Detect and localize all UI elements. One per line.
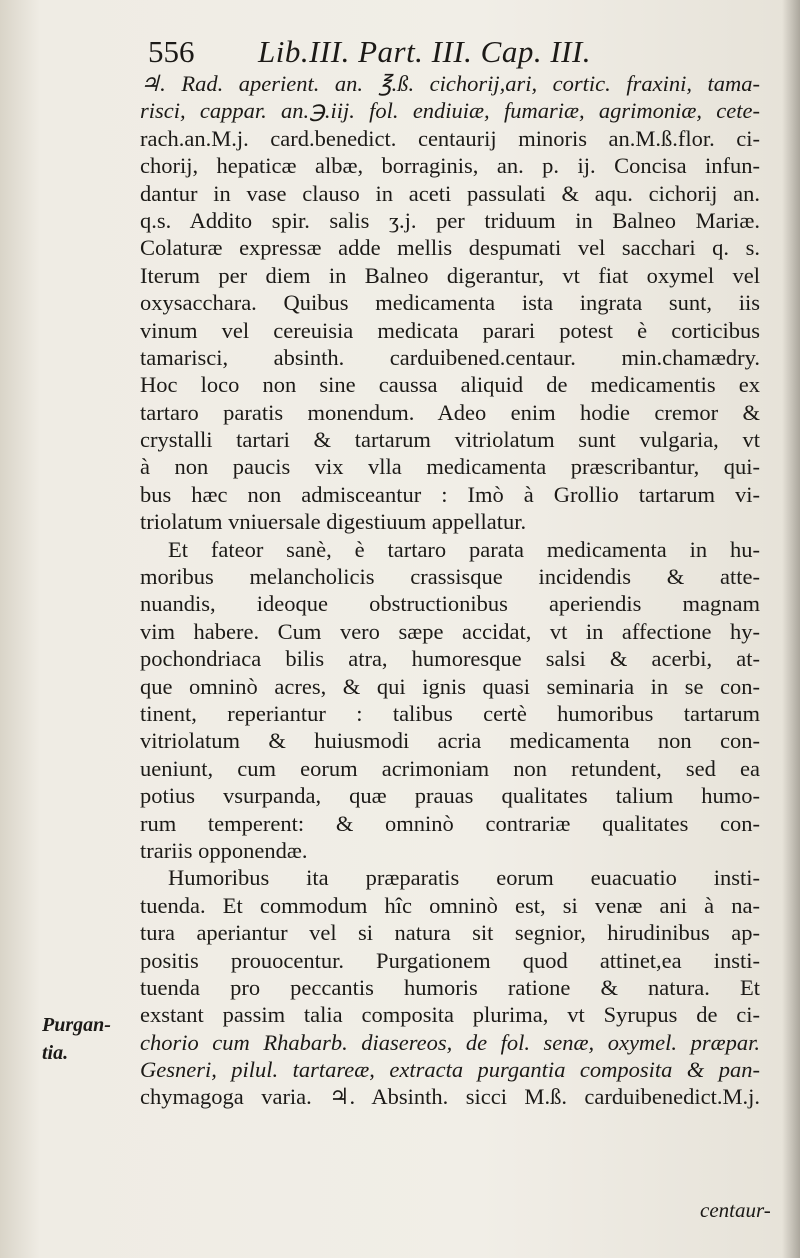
- text-line: chorio cum Rhabarb. diasereos, de fol. senæ, oxymel. præpar.: [140, 1029, 760, 1055]
- catchword: centaur-: [700, 1198, 771, 1222]
- text-line: chorij, hepaticæ albæ, borraginis, an. p. ij. Concisa infun-: [140, 153, 760, 179]
- page-number: 556: [148, 34, 195, 69]
- text-line: Iterum per diem in Balneo digerantur, vt fiat oxymel vel: [140, 262, 760, 288]
- text-line: crystalli tartari & tartarum vitriolatum sunt vulgaria, vt: [140, 427, 760, 453]
- text-line: positis prouocentur. Purgationem quod attinet,ea insti-: [140, 947, 760, 973]
- text-line: pochondriaca bilis atra, humoresque salsi & acerbi, at-: [140, 646, 760, 672]
- text-line: Humoribus ita præparatis eorum euacuatio insti-: [168, 865, 760, 891]
- text-line: ♃. Rad. aperient. an. ℥.ß. cichorij,ari, cortic. fraxini, tama-: [140, 71, 760, 96]
- text-line: que omninò acres, & qui ignis quasi seminaria in se con-: [140, 673, 760, 699]
- page-gutter-shadow: [782, 0, 800, 1258]
- text-line: tinent, reperiantur : talibus certè humoribus tartarum: [140, 700, 760, 726]
- text-line: q.s. Addito spir. salis ʒ.j. per triduum in Balneo Mariæ.: [140, 207, 760, 233]
- text-line: tamarisci, absinth. carduibened.centaur. min.chamædry.: [140, 344, 760, 370]
- text-line: rum temperent: & omninò contrariæ qualitates con-: [140, 810, 760, 836]
- page-header: [148, 34, 748, 74]
- text-line: rach.an.M.j. card.benedict. centaurij minoris an.M.ß.flor. ci-: [140, 125, 760, 151]
- text-line: vinum vel cereuisia medicata parari potest è corticibus: [140, 317, 760, 343]
- text-line: tura aperiantur vel si natura sit segnior, hirudinibus ap-: [140, 920, 760, 946]
- text-line: moribus melancholicis crassisque incidendis & atte-: [140, 564, 760, 590]
- margin-note-line2: tia.: [42, 1042, 69, 1064]
- text-line: trariis opponendæ.: [140, 837, 308, 863]
- text-line: à non paucis vix vlla medicamenta præscribantur, qui-: [140, 454, 760, 480]
- text-line: oxysacchara. Quibus medicamenta ista ingrata sunt, iis: [140, 290, 760, 316]
- text-line: tartaro paratis monendum. Adeo enim hodie cremor &: [140, 399, 760, 425]
- text-line: tuenda. Et commodum hîc omninò est, si venæ ani à na-: [140, 892, 760, 918]
- text-line: Et fateor sanè, è tartaro parata medicamenta in hu-: [168, 536, 760, 562]
- text-line: Gesneri, pilul. tartareæ, extracta purgantia composita & pan-: [140, 1057, 760, 1083]
- text-line: triolatum vniuersale digestiuum appellatur.: [140, 509, 527, 535]
- text-line: Colaturæ expressæ adde mellis despumati vel sacchari q. s.: [140, 235, 760, 261]
- margin-note-line1: Purgan-: [42, 1014, 111, 1036]
- running-title: Lib.III. Part. III. Cap. III.: [258, 34, 592, 69]
- text-line: dantur in vase clauso in aceti passulati & aqu. cichorij an.: [140, 180, 760, 206]
- text-line: exstant passim talia composita plurima, vt Syrupus de ci-: [140, 1002, 760, 1028]
- text-line: vitriolatum & huiusmodi acria medicamenta non con-: [140, 728, 760, 754]
- text-line: bus hæc non admisceantur : Imò à Grollio tartarum vi-: [140, 481, 760, 507]
- text-line: Hoc loco non sine caussa aliquid de medicamentis ex: [140, 372, 760, 398]
- text-line: potius vsurpanda, quæ prauas qualitates talium humo-: [140, 783, 760, 809]
- text-line: risci, cappar. an.℈.iij. fol. endiuiæ, fumariæ, agrimoniæ, cete-: [140, 98, 760, 124]
- text-line: ueniunt, cum eorum acrimoniam non retundent, sed ea: [140, 755, 760, 781]
- body-text: [140, 70, 760, 1111]
- text-line: tuenda pro peccantis humoris ratione & natura. Et: [140, 974, 760, 1000]
- text-line: nuandis, ideoque obstructionibus aperiendis magnam: [140, 591, 760, 617]
- text-line: chymagoga varia. ♃. Absinth. sicci M.ß. carduibenedict.M.j.: [140, 1084, 760, 1110]
- text-line: vim habere. Cum vero sæpe accidat, vt in affectione hy-: [140, 618, 760, 644]
